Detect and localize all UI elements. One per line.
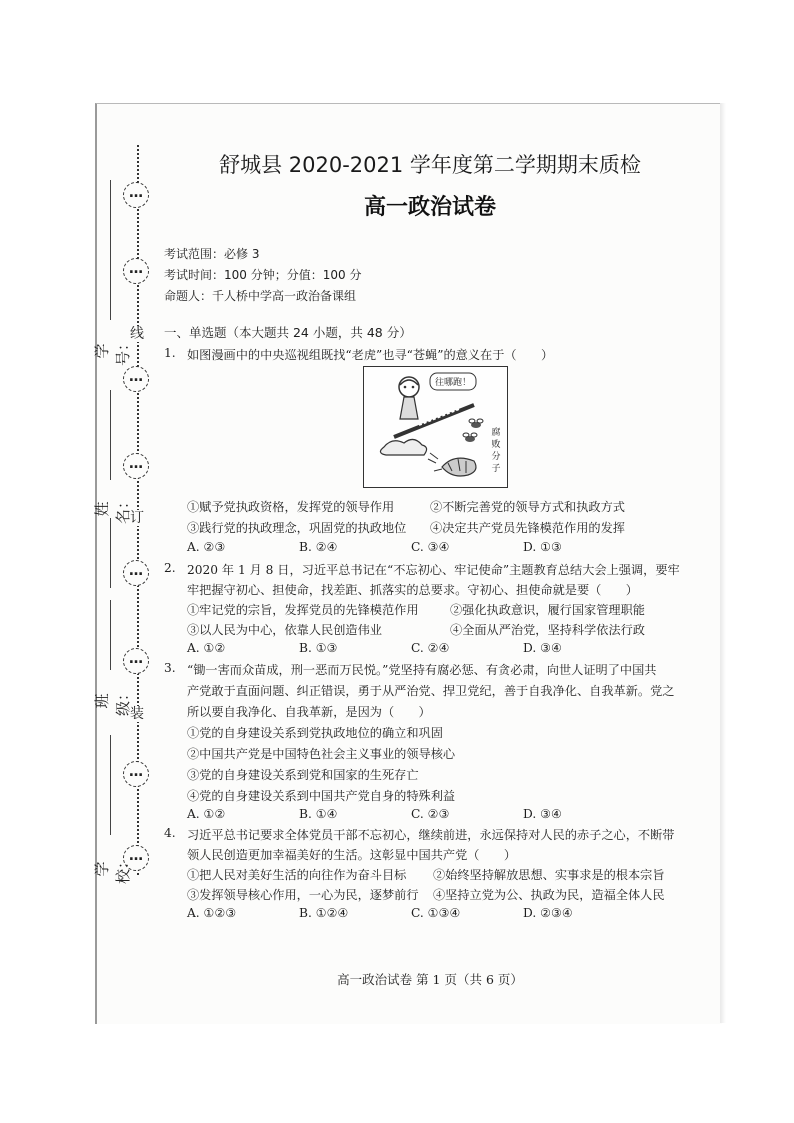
- choice-c: C. ②④: [411, 641, 450, 655]
- exam-subtitle: 高一政治试卷: [363, 195, 496, 220]
- cartoon-label-char: 分: [491, 452, 501, 462]
- question-stem: 领人民创造更加幸福美好的生活。这彰显中国共产党（ ）: [187, 848, 517, 862]
- page-footer: 高一政治试卷 第 1 页（共 6 页）: [337, 972, 523, 987]
- question-stem: 2020 年 1 月 8 日，习近平总书记在“不忘初心、牢记使命”主题教育总结大会上强调，要牢: [187, 563, 680, 577]
- field-label-school: 学校：: [93, 854, 132, 885]
- binding-hole: …: [123, 366, 149, 392]
- fly-icon: [463, 433, 477, 442]
- field-line-name-lower: [110, 518, 111, 588]
- field-line-name: [110, 390, 111, 480]
- choice-a: A. ①②: [187, 641, 226, 655]
- choice-a: A. ②③: [187, 540, 226, 554]
- field-label-student-id: 学号：: [93, 336, 132, 367]
- cartoon-label-char: 子: [491, 464, 501, 474]
- binding-hole: …: [123, 453, 149, 479]
- field-line-class: [110, 600, 111, 670]
- binding-word-zhuang: 装: [126, 706, 148, 722]
- field-line-student-id: [110, 180, 111, 320]
- binding-hole: …: [123, 182, 149, 208]
- question-number: 3.: [164, 661, 176, 675]
- question-stem: 产党敢于直面问题、纠正错误，勇于从严治党、捍卫党纪，善于自我净化、自我革新。党之: [187, 684, 675, 698]
- statement-item: ②不断完善党的领导方式和执政方式: [430, 500, 625, 514]
- cartoon-label-char: 败: [491, 440, 501, 450]
- statement-item: ④决定共产党员先锋模范作用的发挥: [430, 521, 625, 535]
- question-stem: 如图漫画中的中央巡视组既找“老虎”也寻“苍蝇”的意义在于（ ）: [187, 348, 554, 362]
- statement-item: ②中国共产党是中国特色社会主义事业的领导核心: [187, 747, 456, 761]
- cartoon-image: [363, 366, 508, 488]
- question-stem: 所以要自我净化、自我革新，是因为（ ）: [187, 705, 431, 719]
- choice-a: A. ①②: [187, 807, 226, 821]
- statement-item: ④党的自身建设关系到中国共产党自身的特殊利益: [187, 789, 456, 803]
- binding-hole: …: [123, 761, 149, 787]
- choice-c: C. ③④: [411, 540, 450, 554]
- cartoon-label-char: 腐: [491, 428, 501, 438]
- choice-b: B. ①②④: [299, 906, 349, 920]
- question-number: 1.: [164, 346, 176, 360]
- statement-item: ④全面从严治党，坚持科学依法行政: [450, 623, 645, 637]
- binding-hole: …: [123, 560, 149, 586]
- statement-item: ③践行党的执政理念，巩固党的执政地位: [187, 521, 407, 535]
- choice-c: C. ②③: [411, 807, 450, 821]
- choice-c: C. ①③④: [411, 906, 461, 920]
- statement-item: ①党的自身建设关系到党执政地位的确立和巩固: [187, 726, 443, 740]
- section-title: 一、单选题（本大题共 24 小题，共 48 分）: [164, 325, 412, 340]
- binding-word-xian: 线: [126, 326, 148, 342]
- question-number: 2.: [164, 561, 176, 575]
- field-line-school: [110, 735, 111, 835]
- question-stem: “锄一害而众苗成，刑一恶而万民悦。”党坚持有腐必惩、有贪必肃，向世人证明了中国共: [187, 663, 657, 677]
- fly-icon: [469, 419, 483, 428]
- monkey-body: [400, 397, 418, 419]
- statement-item: ①牢记党的宗旨，发挥党员的先锋模范作用: [187, 603, 419, 617]
- binding-hole: …: [123, 258, 149, 284]
- choice-d: D. ①③: [523, 540, 562, 554]
- cloud: [380, 439, 426, 455]
- paper-edge-shadow: [720, 103, 726, 1023]
- statement-item: ④坚持立党为公、执政为民，造福全体人民: [433, 888, 665, 902]
- statement-item: ③发挥领导核心作用，一心为民，逐梦前行: [187, 888, 419, 902]
- choice-d: D. ③④: [523, 807, 562, 821]
- binding-hole: …: [123, 845, 149, 871]
- cartoon-drawing: [364, 367, 507, 487]
- speech-text: 往哪跑！: [434, 378, 472, 388]
- statement-item: ①赋予党执政资格，发挥党的领导作用: [187, 500, 395, 514]
- exam-time: 考试时间：100 分钟；分值：100 分: [164, 268, 362, 282]
- statement-item: ①把人民对美好生活的向往作为奋斗目标: [187, 868, 407, 882]
- statement-item: ②始终坚持解放思想、实事求是的根本宗旨: [433, 868, 665, 882]
- choice-d: D. ②③④: [523, 906, 573, 920]
- question-number: 4.: [164, 826, 176, 840]
- statement-item: ③党的自身建设关系到党和国家的生死存亡: [187, 768, 419, 782]
- choice-b: B. ①③: [299, 641, 338, 655]
- field-label-name: 姓名：: [93, 494, 132, 525]
- statement-item: ③以人民为中心，依靠人民创造伟业: [187, 623, 382, 637]
- question-stem: 习近平总书记要求全体党员干部不忘初心，继续前进，永远保持对人民的赤子之心，不断带: [187, 828, 675, 842]
- field-label-class: 班级：: [93, 686, 132, 717]
- choice-a: A. ①②③: [187, 906, 237, 920]
- binding-hole: …: [123, 648, 149, 674]
- choice-d: D. ③④: [523, 641, 562, 655]
- exam-scope: 考试范围：必修 3: [164, 247, 260, 261]
- binding-word-ding: 订: [126, 510, 148, 526]
- question-stem: 牢把握守初心、担使命，找差距、抓落实的总要求。守初心、担使命就是要（ ）: [187, 583, 638, 597]
- choice-b: B. ①④: [299, 807, 338, 821]
- exam-author: 命题人：千人桥中学高一政治备课组: [164, 289, 357, 303]
- choice-b: B. ②④: [299, 540, 338, 554]
- statement-item: ②强化执政意识，履行国家管理职能: [450, 603, 645, 617]
- exam-title: 舒城县 2020-2021 学年度第二学期期末质检: [219, 153, 641, 177]
